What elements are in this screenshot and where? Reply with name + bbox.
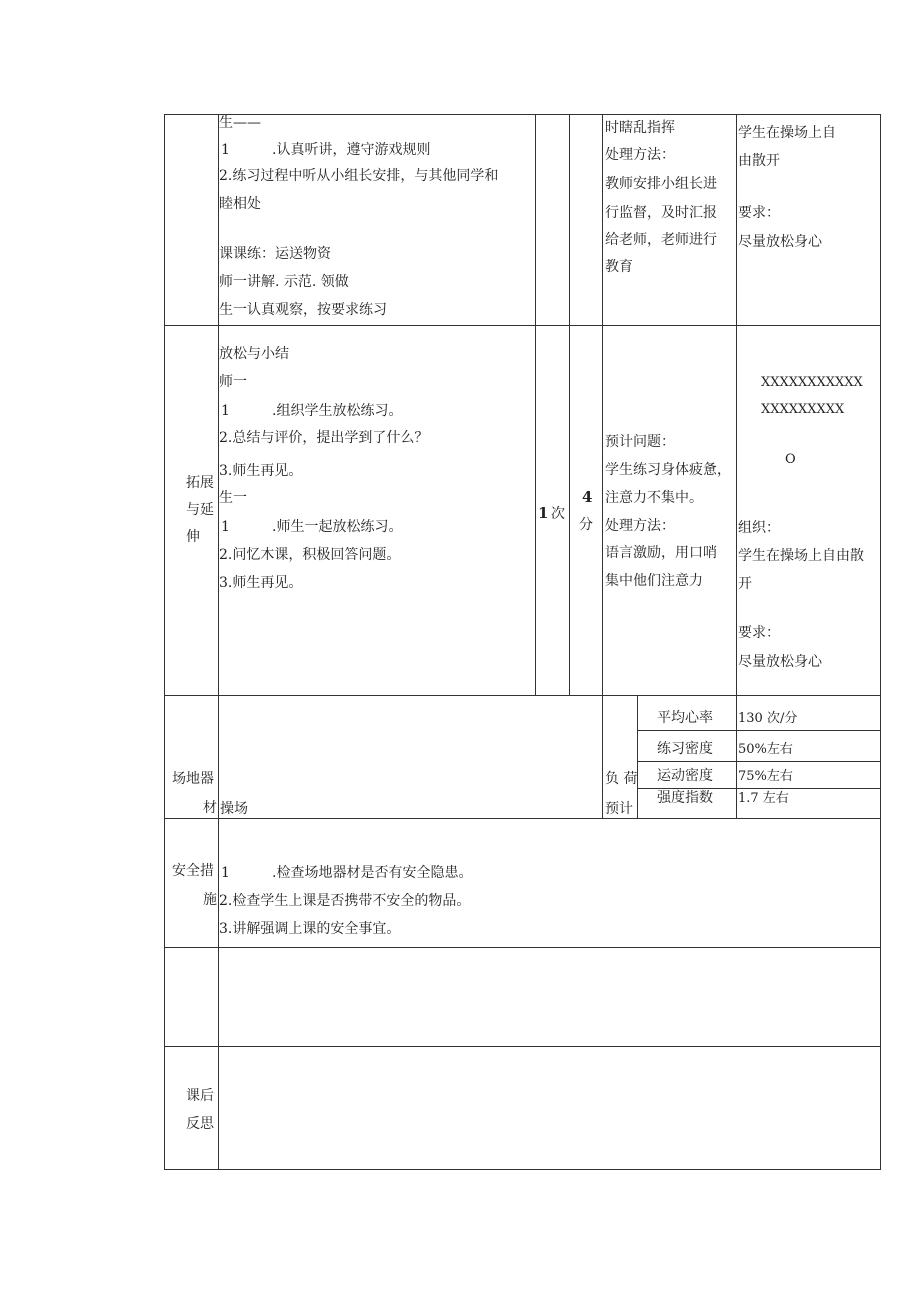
venue-content: 操场: [220, 801, 248, 817]
venue-label: 材: [203, 800, 217, 816]
row2-content-line: .师生一起放松练习。: [272, 519, 403, 535]
row2-problem-line: 注意力不集中。: [605, 490, 703, 506]
row2-problem-line: 处理方法：: [605, 518, 675, 534]
metric-value: 75%左右: [738, 769, 793, 784]
load-label-divider: [637, 695, 638, 819]
row1-content-line: 生——: [219, 115, 261, 131]
metric-value: 50%左右: [738, 742, 793, 757]
formation-row-2: XXXXXXXXX: [761, 402, 845, 417]
metric-value: 130 次/分: [738, 711, 798, 726]
row1-problem-line: 给老师，老师进行: [605, 232, 717, 248]
row2-org-line: 学生在操场上自由散: [738, 548, 864, 564]
row2-content-line: 1: [221, 403, 230, 419]
row2-minutes-unit: 分: [579, 517, 593, 533]
formation-teacher-mark: O: [785, 452, 796, 467]
table-right-border: [880, 114, 881, 1170]
row-divider-5: [164, 1046, 881, 1047]
row2-content-line: 2.总结与评价，提出学到了什么？: [219, 430, 429, 446]
metric-value-divider: [736, 695, 737, 819]
safety-item: 1: [221, 865, 230, 881]
row2-content-line: 2.问忆木课，积极回答问题。: [219, 547, 401, 563]
row-divider-3: [164, 818, 881, 819]
row1-content-line: 1: [221, 142, 230, 158]
metric-name: 平均心率: [657, 710, 713, 726]
formation-row-1: XXXXXXXXXXX: [761, 375, 863, 390]
row2-content-line: 3.师生再见。: [219, 575, 303, 591]
row2-content-line: 生一: [219, 490, 247, 506]
problems-column-divider: [736, 114, 737, 696]
metric-name: 练习密度: [657, 741, 713, 757]
venue-label: 场地器: [172, 771, 214, 787]
table-top-border: [164, 114, 881, 115]
times-column-divider: [569, 114, 570, 696]
metric-name: 强度指数: [657, 790, 713, 806]
load-label: 预计: [605, 801, 633, 817]
row2-label-line: 伸: [186, 529, 200, 545]
row1-content-line: 师一讲解. 示范. 领做: [219, 274, 349, 290]
safety-item: 2.检查学生上课是否携带不安全的物品。: [219, 893, 471, 909]
row1-content-line: 课课练：运送物资: [219, 246, 331, 262]
row2-content-line: .组织学生放松练习。: [272, 403, 403, 419]
row2-org-line: 尽量放松身心: [738, 654, 822, 670]
row1-content-line: .认真听讲，遵守游戏规则: [272, 142, 431, 158]
row2-label-line: 拓展: [186, 475, 214, 491]
metric-line-3: [637, 788, 881, 789]
metric-name: 运动密度: [657, 768, 713, 784]
table-left-border: [164, 114, 165, 1170]
row1-problem-line: 教师安排小组长进: [605, 176, 717, 192]
row2-org-line: 开: [738, 576, 752, 592]
safety-item: 3.讲解强调上课的安全事宜。: [219, 921, 401, 937]
row2-content-line: 师一: [219, 374, 247, 390]
row1-problem-line: 处理方法：: [605, 147, 675, 163]
row2-times-unit: 次: [551, 506, 565, 522]
row2-problem-line: 集中他们注意力: [605, 573, 703, 589]
row1-content-line: 睦相处: [219, 196, 261, 212]
row1-org-line: 尽量放松身心: [738, 234, 822, 250]
row-divider-4: [164, 947, 881, 948]
row-divider-2: [164, 695, 881, 696]
minutes-column-divider: [602, 114, 603, 819]
row-divider-1: [164, 325, 881, 326]
row2-label-line: 与延: [186, 502, 214, 518]
row1-problem-line: 教育: [605, 259, 633, 275]
row2-content-line: 3.师生再见。: [219, 463, 303, 479]
content-column-divider: [535, 114, 536, 696]
row1-problem-line: 行监督，及时汇报: [605, 205, 717, 221]
row1-org-line: 要求：: [738, 205, 780, 221]
row2-org-line: 组织：: [738, 520, 780, 536]
row1-problem-line: 时瞎乱指挥: [605, 120, 675, 136]
metric-value: 1.7 左右: [738, 791, 789, 806]
row2-problem-line: 学生练习身体疲惫，: [605, 462, 731, 478]
reflection-label: 反思: [186, 1116, 214, 1132]
safety-label: 安全措: [172, 863, 214, 879]
row2-minutes-number: 4: [582, 488, 593, 506]
row1-content-line: 2.练习过程中听从小组长安排，与其他同学和: [219, 168, 499, 184]
metric-line-1: [637, 730, 881, 731]
row2-content-line: 1: [221, 519, 230, 535]
label-column-divider: [218, 114, 219, 1170]
row1-content-line: 生一认真观察，按要求练习: [219, 302, 387, 318]
metric-line-2: [637, 761, 881, 762]
row2-problem-line: 语言激励，用口哨: [605, 545, 717, 561]
row1-org-line: 由散开: [738, 153, 780, 169]
row1-org-line: 学生在操场上自: [738, 125, 836, 141]
row2-times-number: 1: [538, 504, 549, 522]
row2-org-line: 要求：: [738, 625, 780, 641]
safety-item: .检查场地器材是否有安全隐患。: [272, 865, 473, 881]
table-bottom-border: [164, 1169, 881, 1170]
load-label: 负 荷: [605, 771, 638, 787]
row2-content-line: 放松与小结: [219, 346, 289, 362]
reflection-label: 课后: [186, 1088, 214, 1104]
safety-label: 施: [203, 892, 217, 908]
row2-problem-line: 预计问题：: [605, 434, 675, 450]
